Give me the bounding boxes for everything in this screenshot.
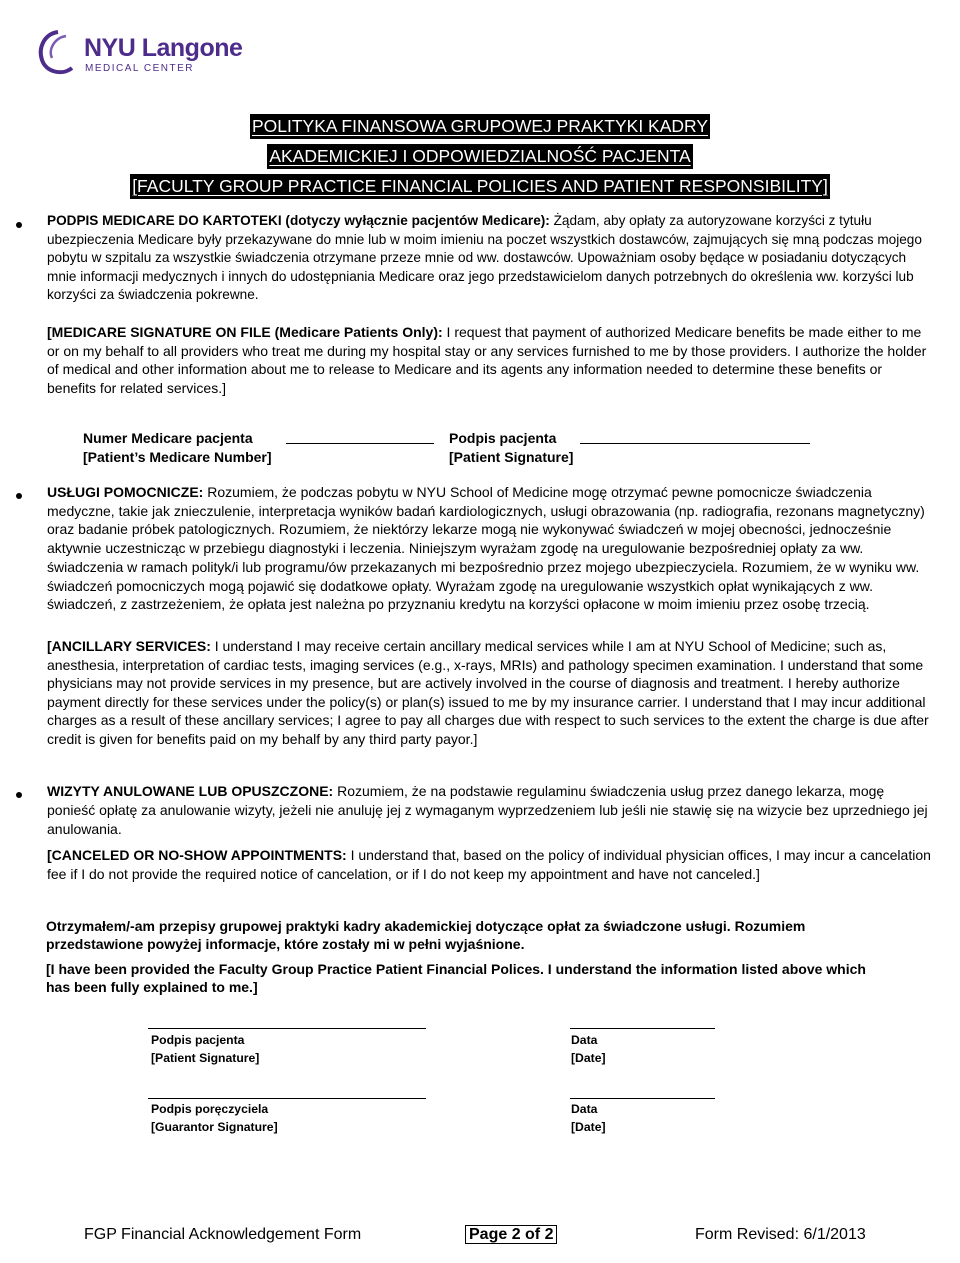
logo-name: NYU Langone — [84, 34, 243, 62]
medicare-english-text: I request that payment of authorized Medicare benefits be made either to me or on my behalf to all providers who treat me during my hospital stay or any services furnished to me by those providers. I authorize the holder of medical and other information about me to release to Medicare and its agents any information needed to determine these benefits or benefits for related services.] — [47, 324, 927, 396]
medicare-english-heading: [MEDICARE SIGNATURE ON FILE (Medicare Patients Only): — [47, 324, 443, 340]
canceled-polish-text: Rozumiem, że na podstawie regulaminu świadczenia usług przez danego lekarza, mogę ponieść opłatę za anulowanie wizyty, jeżeli nie anuluję jej z wymaganym wyprzedzeniem lub jeśli nie stawię się na wizycie bez uprzedniego jej anulowania. — [47, 783, 928, 837]
canceled-polish-heading: WIZYTY ANULOWANE LUB OPUSZCZONE: — [47, 783, 334, 799]
nyu-langone-logo — [36, 26, 243, 78]
patient-signature-label: Podpis pacjenta — [449, 430, 557, 446]
patient-date-line[interactable] — [570, 1028, 715, 1029]
guarantor-signature-label-pl: Podpis poręczyciela — [151, 1102, 269, 1116]
guarantor-date-label-pl: Data — [571, 1102, 598, 1116]
medicare-number-label-en: [Patient’s Medicare Number] — [83, 449, 272, 465]
bullet-icon — [16, 493, 22, 499]
ancillary-polish-heading: USŁUGI POMOCNICZE: — [47, 484, 204, 500]
patient-signature-label-en-bottom: [Patient Signature] — [151, 1051, 260, 1065]
medicare-polish-text: Żądam, aby opłaty za autoryzowane korzyści z tytułu ubezpieczenia Medicare były przekazywane do mnie lub w moim imieniu na poczet wszystkich dostawców, zajmujących się mną podczas mojego pobytu w szpitalu za wszystkie świadczenia otrzymane przeze mnie od ww. dostawców. Upoważniam osoby będące w posiadaniu dotyczących mnie informacji medycznych i innych do udostępniania Medicare oraz jego przedstawicielom danych potrzebnych do określenia ww. korzyści lub korzyści za świadczenia pokrewne. — [47, 213, 922, 303]
guarantor-signature-line[interactable] — [148, 1098, 426, 1099]
canceled-english-heading: [CANCELED OR NO-SHOW APPOINTMENTS: — [47, 847, 347, 863]
patient-date-label-pl: Data — [571, 1033, 598, 1047]
acknowledgement-polish: Otrzymałem/-am przepisy grupowej praktyki kadry akademickiej dotyczące opłat za świadczone usługi. Rozumiem przedstawione powyżej informacje, które zostały mi w pełni wyjaśnione. — [46, 918, 806, 952]
logo-swirl-icon — [36, 26, 82, 78]
guarantor-date-label-en: [Date] — [571, 1120, 606, 1134]
document-title — [0, 114, 960, 204]
footer-page-number — [465, 1224, 557, 1246]
title-line-2: AKADEMICKIEJ I ODPOWIEDZIALNOŚĆ PACJENTA — [267, 144, 692, 169]
footer-revised-date: Form Revised: 6/1/2013 — [695, 1226, 866, 1243]
medicare-number-label: Numer Medicare pacjenta — [83, 430, 253, 446]
canceled-english-text: I understand that, based on the policy of individual physician offices, I may incur a cancelation fee if I do not provide the required notice of cancelation, or if I do not keep my appointment and have not canceled.] — [47, 847, 931, 882]
title-line-1: POLITYKA FINANSOWA GRUPOWEJ PRAKTYKI KADRY — [250, 114, 710, 139]
guarantor-date-line[interactable] — [570, 1098, 715, 1099]
medicare-polish-paragraph — [47, 212, 932, 305]
patient-signature-label-en: [Patient Signature] — [449, 449, 574, 465]
medicare-number-field[interactable] — [286, 443, 434, 444]
ancillary-english-text: I understand I may receive certain ancillary medical services while I am at NYU School of Medicine; such as, anesthesia, interpretation of cardiac tests, imaging services (e.g., x-rays, MRIs) and pathology specimen examination. I understand that some physicians may not provide services in my presence, but are actively involved in the course of diagnosis and treatment. I hereby authorize payment directly for these services under the policy(s) or plan(s) issued to me by my insurance carrier. I understand that I may incur additional charges as a result of these ancillary services; I agree to pay all charges due with respect to such services to the extent the charge is due after credit is given for benefits paid on my behalf by any third party payor.] — [47, 638, 929, 747]
footer-form-name: FGP Financial Acknowledgement Form — [84, 1226, 362, 1243]
ancillary-polish-paragraph — [47, 483, 934, 614]
canceled-english-paragraph — [47, 846, 932, 883]
ancillary-english-heading: [ANCILLARY SERVICES: — [47, 638, 211, 654]
logo-subtitle: MEDICAL CENTER — [85, 63, 194, 74]
acknowledgement-english: [I have been provided the Faculty Group Practice Patient Financial Polices. I understand the information listed above which has been fully explained to me.] — [46, 961, 866, 995]
ancillary-polish-text: Rozumiem, że podczas pobytu w NYU School of Medicine mogę otrzymać pewne pomocnicze świadczenia medyczne, takie jak znieczulenie, interpretacja wyników badań kardiologicznych, usługi obrazowania (np. radiografia, rezonans magnetyczny) oraz badanie próbek patologicznych. Rozumiem, że niektórzy lekarze mogą nie wykonywać świadczeń w mojej obecności, jednocześnie aktywnie uczestnicząc w przebiegu diagnostyki i leczenia. Niniejszym wyrażam zgodę na uregulowanie bezpośredniej opłaty za ww. świadczenia w ramach polityk/i lub programu/ów przekazanych mi bezpośrednio przez mojego ubezpieczyciela. Rozumiem, że w wyniku ww. świadczeń pomocniczych mogą pojawić się dodatkowe opłaty. Wyrażam zgodę na uregulowanie wszystkich opłat wynikających z ww. świadczeń, z zastrzeżeniem, że opłata jest należna po przyznaniu kredytu na korzyści opłacone w moim imieniu przez osobę trzecią. — [47, 484, 925, 613]
guarantor-signature-label-en: [Guarantor Signature] — [151, 1120, 278, 1134]
patient-signature-label-pl: Podpis pacjenta — [151, 1033, 245, 1047]
patient-signature-line[interactable] — [148, 1028, 426, 1029]
bullet-icon — [16, 222, 22, 228]
patient-date-label-en: [Date] — [571, 1051, 606, 1065]
page-number-box: Page 2 of 2 — [465, 1225, 557, 1244]
patient-signature-field[interactable] — [580, 443, 810, 444]
title-line-3: [FACULTY GROUP PRACTICE FINANCIAL POLICIES AND PATIENT RESPONSIBILITY] — [130, 174, 830, 199]
medicare-english-paragraph — [47, 323, 932, 397]
bullet-icon — [16, 792, 22, 798]
ancillary-english-paragraph — [47, 637, 936, 749]
canceled-polish-paragraph — [47, 782, 932, 839]
medicare-polish-heading: PODPIS MEDICARE DO KARTOTEKI (dotyczy wyłącznie pacjentów Medicare): — [47, 213, 550, 228]
